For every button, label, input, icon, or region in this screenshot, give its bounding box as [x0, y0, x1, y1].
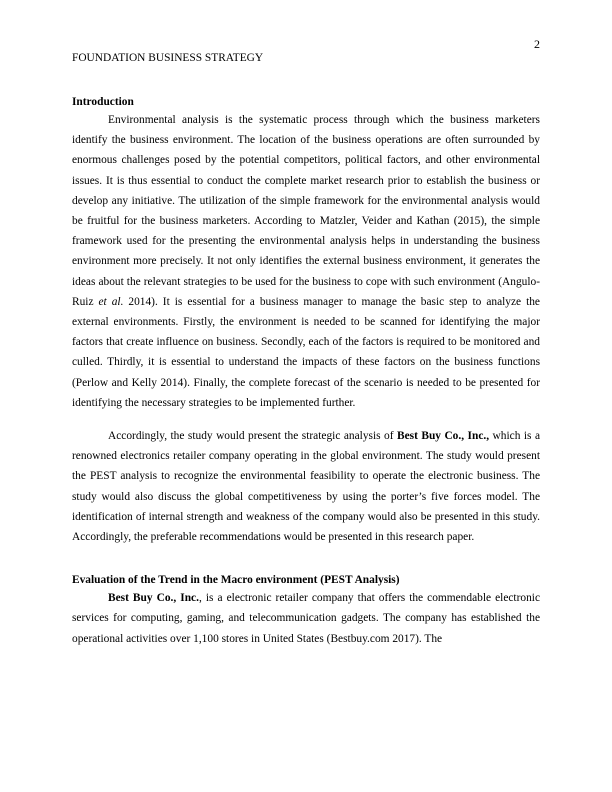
text-run: which is a renowned electronics retailer company operating in the global environment. The study would present the PEST analysis to recognize the environmental feasibility to operate the electronic business. The study would also discuss the global competitiveness by using the porter’s five forces model. The identification of internal strength and weakness of the company would also be presented in this study. Accordingly, the preferable recommendations would be presented in this research paper.	[72, 430, 540, 544]
text-run: , is a electronic retailer company that offers the commendable electronic services for computing, gaming, and telecommunication gadgets. The company has established the operational activities over 1,100 stores in United States (Bestbuy.com 2017). The	[72, 592, 540, 645]
text-run: Environmental analysis is the systematic process through which the business marketers identify the business environment. The location of the business operations are often surrounded by enormous challenges posed by the potential competitors, political factors, and other environmental issues. It is thus essential to conduct the complete market research prior to establish the business or develop any initiative. The utilization of the simple framework for the environmental analysis would be fruitful for the business marketers. According to Matzler, Veider and Kathan (2015), the simple framework used for the presenting the environmental analysis helps in understanding the business environment more precisely. It not only identifies the external business environment, it generates the ideas about the relevant strategies to be used for the business to cope with such environment (Angulo-Ruiz	[72, 114, 540, 308]
text-run: Accordingly, the study would present the strategic analysis of	[108, 430, 397, 443]
italic-text: et al.	[98, 295, 124, 308]
introduction-paragraph-2	[72, 426, 540, 547]
text-run: 2014). It is essential for a business manager to manage the basic step to analyze the external environments. Firstly, the environment is needed to be scanned for identifying the major factors that create influence on business. Secondly, each of the factors is required to be monitored and culled. Thirdly, it is essential to understand the impacts of these factors on the business functions (Perlow and Kelly 2014). Finally, the complete forecast of the scenario is needed to be presented for identifying the necessary strategies to be implemented further.	[72, 295, 540, 409]
running-head: FOUNDATION BUSINESS STRATEGY	[72, 52, 264, 64]
page-number: 2	[534, 37, 540, 51]
introduction-paragraph-1	[72, 110, 540, 413]
company-name: Best Buy Co., Inc.,	[397, 430, 490, 443]
company-name: Best Buy Co., Inc.	[108, 592, 199, 605]
document-body	[72, 95, 540, 649]
section-heading-pest: Evaluation of the Trend in the Macro environment (PEST Analysis)	[72, 574, 400, 587]
section-heading-introduction: Introduction	[72, 96, 134, 108]
pest-paragraph-1	[72, 588, 540, 649]
